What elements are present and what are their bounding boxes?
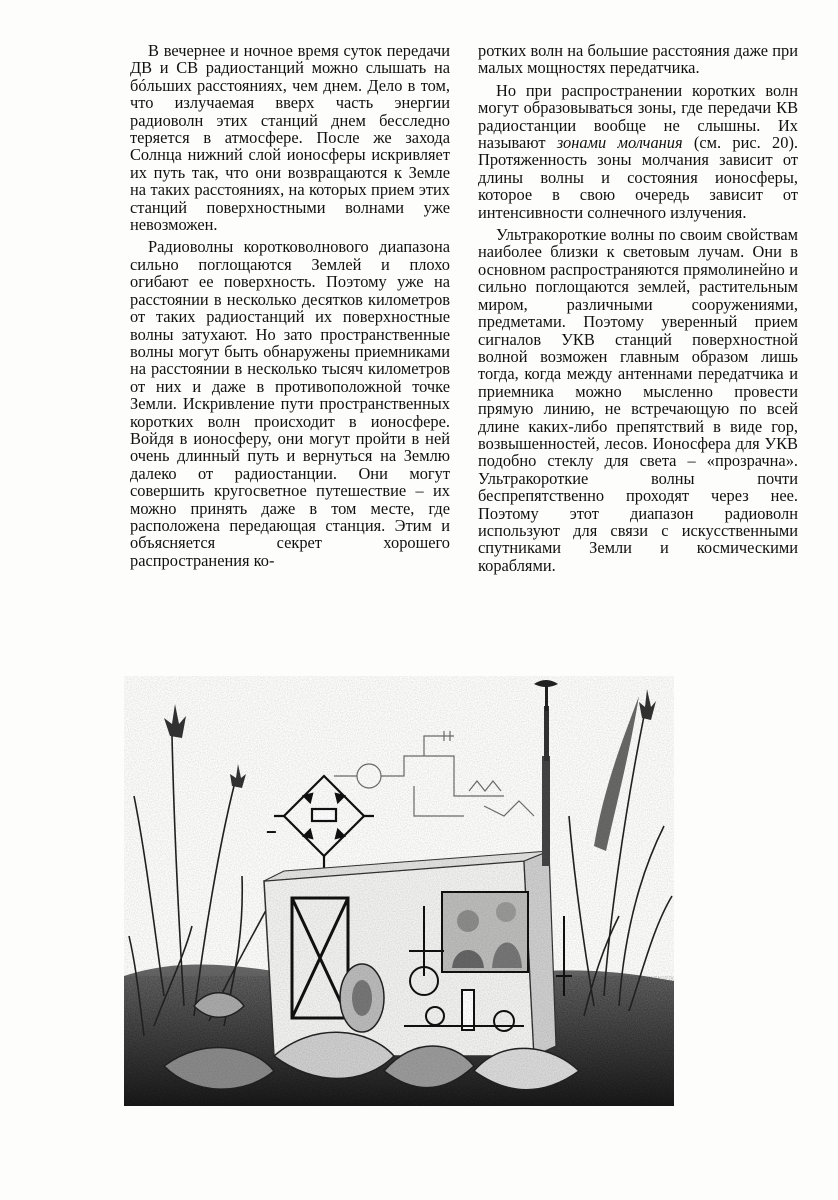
right-text-column <box>478 42 798 574</box>
paragraph-continuation: ротких волн на большие расстояния даже при малых мощностях передатчика. <box>478 41 798 78</box>
left-text-column <box>130 42 450 569</box>
paragraph-night-propagation: В вечернее и ночное время суток передачи ДВ и СВ радиостанций можно слышать на бóльших расстояниях, чем днем. Дело в том, что излучаемая вверх часть энергии радиоволн этих станций днем бесследно теряется в атмосфере. После же захода Солнца нижний слой ионосферы искривляет их путь так, что они возвращаются к Земле на таких расстояниях, на которых прием этих станций поверхностными волнами уже невозможен. <box>130 41 450 235</box>
minus-label: − <box>266 822 277 842</box>
silence-zones-text-start: Но при распространении коротких волн могут образовываться зоны, где передачи КВ радиостанции вообще не слышны. Их называют <box>478 80 798 153</box>
silence-zones-text-end: (см. рис. 20). Протяженность зоны молчания зависит от длины волны и состояния ионосферы, которое в свою очередь зависит от интенсивности солнечного излучения. <box>478 133 798 222</box>
paragraph-ultrashort-waves: Ультракороткие волны по своим свойствам наиболее близки к световым лучам. Они в основном распространяются прямолинейно и сильно поглощаются землей, растительным миром, различными сооружениями, предметами. Поэтому уверенный прием сигналов УКВ станций поверхностной волной возможен главным образом лишь тогда, когда между антеннами передатчика и приемника можно мысленно провести прямую линию, не встречающую по всей длине каких-либо препятствий в виде гор, возвышенностей, лесов. Ионосфера для УКВ подобно стеклу для света – «прозрачна». Ультракороткие волны почти беспрепятственно проходят через нее. Поэтому этот диапазон радиоволн используют для связи с искусственными спутниками Земли и космическими кораблями. <box>478 225 798 575</box>
radio-illustration <box>124 676 674 1106</box>
silence-zones-term: зонами молчания <box>556 133 683 153</box>
paragraph-silence-zones <box>478 82 798 221</box>
paragraph-shortwave-absorption: Радиоволны коротковолнового диапазона сильно поглощаются Землей и плохо огибают ее поверхность. Поэтому уже на расстоянии в несколько десятков километров от таких радиостанций их поверхностные волны затухают. Но зато пространственные волны могут быть обнаружены приемниками на расстоянии в несколько тысяч километров от них и даже в противоположной точке Земли. Искривление пути пространственных коротких волн происходит в ионосфере. Войдя в ионосферу, они могут пройти в ней очень длинный путь и вернуться на Землю далеко от радиостанции. Они могут совершить кругосветное путешествие – их можно принять даже в том месте, где расположена передающая станция. Этим и объясняется секрет хорошего распространения ко- <box>130 237 450 570</box>
